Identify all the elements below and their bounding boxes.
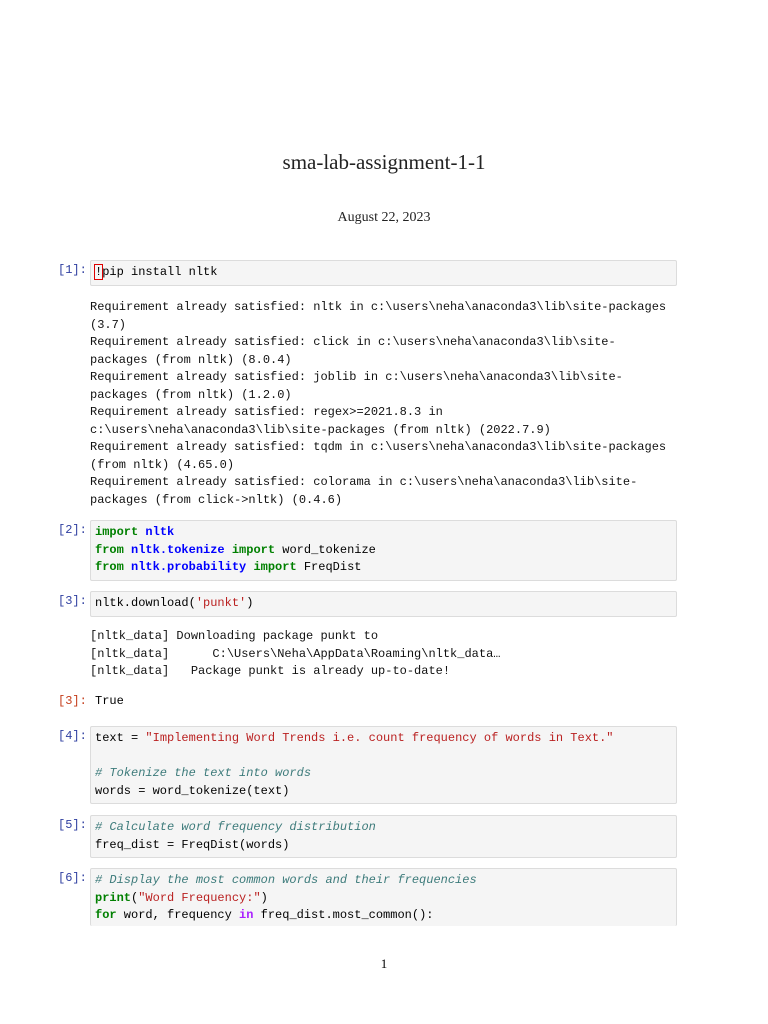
code-line <box>95 730 672 748</box>
output-line: Requirement already satisfied: regex>=2021.8.3 in <box>90 405 443 419</box>
cell-3-result: True <box>95 694 124 708</box>
output-line: Requirement already satisfied: tqdm in c:\users\neha\anaconda3\lib\site-packages <box>90 440 667 454</box>
output-line: [nltk_data] Package punkt is already up-to-date! <box>90 664 451 678</box>
code-line: freq_dist = FreqDist(words) <box>95 837 290 852</box>
document-title: sma-lab-assignment-1-1 <box>282 150 486 174</box>
import-name: word_tokenize <box>282 542 376 557</box>
code-text: freq_dist.most_common(): <box>253 908 434 922</box>
code-line <box>95 559 672 577</box>
code-cell-1[interactable] <box>90 260 677 286</box>
code-line <box>95 542 672 560</box>
shell-command: pip install nltk <box>102 265 218 279</box>
code-line <box>95 595 672 613</box>
output-prompt-3: [3]: <box>58 694 87 708</box>
output-line: Requirement already satisfied: colorama in c:\users\neha\anaconda3\lib\site- <box>90 475 638 489</box>
output-line: packages (from click->nltk) (0.4.6) <box>90 492 343 507</box>
code-cell-2[interactable] <box>90 520 677 581</box>
output-line: packages (from nltk) (1.2.0) <box>90 387 292 402</box>
code-text: ) <box>246 596 254 610</box>
output-line: Requirement already satisfied: click in c:\users\neha\anaconda3\lib\site- <box>90 335 616 349</box>
code-line <box>95 524 672 542</box>
output-line: [nltk_data] C:\Users\Neha\AppData\Roaming\nltk_data… <box>90 646 501 661</box>
code-text: nltk.download( <box>95 596 196 610</box>
code-line: words = word_tokenize(text) <box>95 783 290 798</box>
code-cell-6[interactable] <box>90 868 677 926</box>
input-prompt-4: [4]: <box>58 729 87 743</box>
keyword: from <box>95 560 124 574</box>
page-number: 1 <box>380 956 388 971</box>
code-line <box>95 890 672 908</box>
import-name: FreqDist <box>303 560 362 574</box>
keyword: for <box>95 908 117 922</box>
output-line: (from nltk) (4.65.0) <box>90 457 235 472</box>
shell-bang: ! <box>95 265 103 279</box>
keyword: import <box>231 542 276 557</box>
keyword: import <box>253 560 297 574</box>
code-cell-4[interactable] <box>90 726 677 804</box>
code-cell-5[interactable] <box>90 815 677 858</box>
input-prompt-1: [1]: <box>58 263 87 277</box>
input-prompt-3: [3]: <box>58 594 87 608</box>
code-cell-3[interactable] <box>90 591 677 617</box>
string-literal: "Implementing Word Trends i.e. count frequency of words in Text." <box>145 731 614 745</box>
input-prompt-5: [5]: <box>58 818 87 832</box>
code-text: word, frequency <box>116 908 240 922</box>
code-comment: # Calculate word frequency distribution <box>95 820 376 834</box>
output-line: [nltk_data] Downloading package punkt to <box>90 629 379 643</box>
code-comment: # Tokenize the text into words <box>95 766 312 780</box>
string-literal: 'punkt' <box>195 596 247 610</box>
blank-line <box>95 748 672 766</box>
output-line: (3.7) <box>90 317 127 332</box>
input-prompt-2: [2]: <box>58 523 87 537</box>
builtin-function: print <box>95 890 132 905</box>
document-date: August 22, 2023 <box>337 210 431 225</box>
string-literal: "Word Frequency:" <box>138 890 261 905</box>
output-line: Requirement already satisfied: joblib in c:\users\neha\anaconda3\lib\site- <box>90 370 623 384</box>
keyword: import <box>95 525 139 539</box>
code-text: text = <box>95 731 146 745</box>
module-name: nltk.probability <box>131 560 247 574</box>
output-line: packages (from nltk) (8.0.4) <box>90 352 292 367</box>
module-name: nltk.tokenize <box>131 542 225 557</box>
keyword: from <box>95 542 124 557</box>
cell-3-stream-output <box>90 628 690 681</box>
keyword: in <box>239 908 254 922</box>
module-name: nltk <box>145 525 175 539</box>
code-line <box>95 264 672 282</box>
output-line: Requirement already satisfied: nltk in c:\users\neha\anaconda3\lib\site-packages <box>90 300 667 314</box>
input-prompt-6: [6]: <box>58 871 87 885</box>
code-line <box>95 907 672 925</box>
output-line: c:\users\neha\anaconda3\lib\site-packages (from nltk) (2022.7.9) <box>90 422 551 437</box>
cell-1-output <box>90 299 690 509</box>
code-text: ) <box>260 890 268 905</box>
code-comment: # Display the most common words and their frequencies <box>95 873 477 887</box>
code-text: ( <box>131 890 139 905</box>
